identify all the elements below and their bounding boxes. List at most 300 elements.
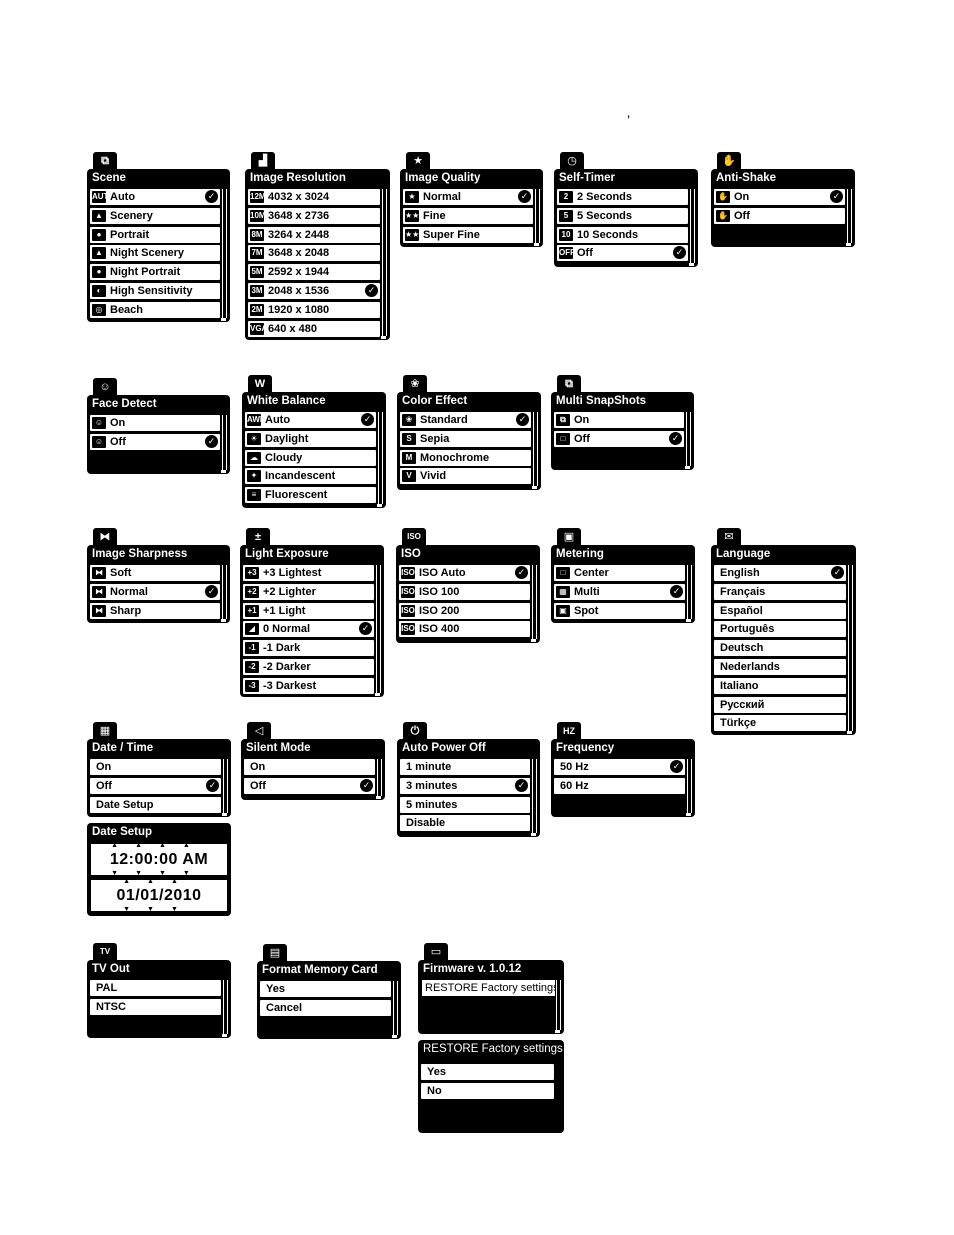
menu-item[interactable] <box>90 415 220 431</box>
menu-item[interactable] <box>243 584 374 600</box>
scrollbar[interactable] <box>378 412 383 504</box>
scrollbar[interactable] <box>377 759 382 796</box>
menu-item-label: On <box>96 761 112 773</box>
menu-item[interactable] <box>260 1000 391 1016</box>
check-icon: ✓ <box>515 566 528 579</box>
menu-item-label: Vivid <box>420 470 447 483</box>
white-balance-menu[interactable] <box>242 375 386 508</box>
menu-item-label: Yes <box>266 983 285 995</box>
menu-item[interactable] <box>714 640 846 656</box>
menu-item-label: Fluorescent <box>265 489 328 502</box>
option-icon: 3M <box>251 285 263 295</box>
menu-item[interactable] <box>90 584 220 600</box>
menu-item[interactable] <box>399 621 530 637</box>
tv-out-menu[interactable] <box>87 943 231 1038</box>
image-sharpness-menu[interactable] <box>87 528 230 623</box>
menu-title: Color Effect <box>402 395 468 407</box>
option-icon: ● <box>92 266 106 278</box>
option-icon: ☺ <box>92 417 106 429</box>
option-icon: ▲ <box>92 247 106 259</box>
menu-item[interactable] <box>243 678 374 694</box>
option-icon: AUTO <box>92 192 115 201</box>
frequency-menu[interactable] <box>551 722 695 817</box>
menu-item-label: 2048 x 1536 <box>268 284 330 297</box>
check-icon: ✓ <box>360 779 373 792</box>
menu-item[interactable] <box>248 245 380 261</box>
memory-card-icon: ▤ <box>263 944 287 962</box>
date-time-menu[interactable] <box>87 722 231 817</box>
menu-title: Date / Time <box>92 742 154 754</box>
check-icon: ✓ <box>670 585 683 598</box>
menu-item-label: Türkçe <box>720 717 757 730</box>
menu-item[interactable] <box>244 759 375 775</box>
menu-item-label: 0 Normal <box>263 623 311 636</box>
menu-title: Metering <box>556 548 604 560</box>
menu-item-label: Off <box>574 432 590 445</box>
menu-item-label: No <box>427 1084 442 1097</box>
menu-item[interactable] <box>90 778 221 794</box>
option-icon: 10M <box>250 210 266 220</box>
menu-item[interactable] <box>554 603 685 619</box>
menu-item[interactable] <box>248 283 380 299</box>
option-icon: ★★ <box>405 229 420 239</box>
down-arrow-icon: ▼▼▼ <box>123 906 195 913</box>
check-icon: ✓ <box>516 413 529 426</box>
menu-item[interactable] <box>554 778 685 794</box>
menu-item[interactable] <box>90 302 220 318</box>
check-icon: ✓ <box>361 413 374 426</box>
menu-item[interactable] <box>403 189 533 205</box>
menu-item[interactable] <box>243 640 374 656</box>
menu-item[interactable] <box>400 797 530 813</box>
menu-item-label: +2 Lighter <box>263 585 316 598</box>
option-icon: ◐ <box>92 285 106 297</box>
menu-item[interactable] <box>403 208 533 224</box>
menu-item[interactable] <box>714 678 846 694</box>
menu-item-label: 50 Hz <box>560 761 589 773</box>
menu-item-label: 640 x 480 <box>268 322 317 335</box>
time-field[interactable] <box>91 844 227 875</box>
menu-item-label: 60 Hz <box>560 779 589 792</box>
option-icon: 10 <box>559 229 573 241</box>
scrollbar[interactable] <box>222 189 227 318</box>
menu-item[interactable] <box>403 227 533 243</box>
menu-title: TV Out <box>92 963 130 975</box>
restore-factory-menu[interactable] <box>418 1023 564 1133</box>
menu-item-label: Deutsch <box>720 642 764 655</box>
menu-item-label: 2592 x 1944 <box>268 266 330 279</box>
scrollbar[interactable] <box>532 759 537 833</box>
menu-title: White Balance <box>247 395 326 407</box>
option-icon: ☺ <box>92 436 106 448</box>
iso-menu[interactable] <box>396 528 540 643</box>
menu-item-label: Soft <box>110 567 132 579</box>
menu-item[interactable] <box>557 245 688 261</box>
scrollbar[interactable] <box>687 565 692 619</box>
menu-item[interactable] <box>714 715 846 731</box>
menu-item-label: English <box>720 567 760 579</box>
menu-title: Image Sharpness <box>92 548 188 560</box>
time-value: 12:00:00 AM <box>109 850 209 868</box>
check-icon: ✓ <box>365 284 378 297</box>
calendar-icon: ▦ <box>93 722 117 740</box>
menu-item-label: -3 Darkest <box>263 679 317 692</box>
option-icon: ⧓ <box>92 586 106 598</box>
menu-item[interactable] <box>714 565 846 581</box>
metering-menu[interactable] <box>551 528 695 623</box>
option-icon: 8M <box>251 229 263 239</box>
scrollbar[interactable] <box>533 412 538 486</box>
iso-icon: ISO <box>402 528 426 546</box>
option-icon: ● <box>92 229 106 241</box>
check-icon: ✓ <box>359 622 372 635</box>
menu-item[interactable] <box>400 815 530 831</box>
menu-title: Language <box>716 548 771 560</box>
option-icon: ✋ <box>716 210 730 222</box>
menu-item-label: Português <box>720 623 775 636</box>
option-icon: ✦ <box>247 470 261 482</box>
menu-item[interactable] <box>714 603 846 619</box>
option-icon: ≡ <box>247 489 261 501</box>
scrollbar[interactable] <box>376 565 381 693</box>
menu-item-label: Off <box>96 779 112 792</box>
scrollbar[interactable] <box>223 759 228 813</box>
silent-mode-menu[interactable] <box>241 722 385 800</box>
menu-item[interactable] <box>248 264 380 280</box>
option-icon: ✋ <box>716 191 730 203</box>
menu-item-label: Portrait <box>110 228 150 241</box>
option-icon: -2 <box>245 661 259 673</box>
scrollbar[interactable] <box>532 565 537 639</box>
menu-item-label: Русский <box>720 698 765 711</box>
check-icon: ✓ <box>669 432 682 445</box>
menu-item[interactable] <box>399 565 530 581</box>
format-memory-menu[interactable] <box>257 944 401 1039</box>
menu-item-label: Spot <box>574 604 599 617</box>
menu-item[interactable] <box>248 208 380 224</box>
menu-item[interactable] <box>90 227 220 243</box>
option-icon: ISO <box>401 624 415 634</box>
menu-item-label: High Sensitivity <box>110 284 193 297</box>
menu-item[interactable] <box>421 1083 554 1099</box>
exposure-icon: ± <box>246 528 270 546</box>
check-icon: ✓ <box>205 585 218 598</box>
menu-item-label: NTSC <box>96 1000 126 1013</box>
menu-item-label: ISO 100 <box>419 585 460 598</box>
menu-item-label: Auto <box>265 414 291 426</box>
menu-title: Anti-Shake <box>716 172 777 184</box>
menu-title: Auto Power Off <box>402 742 486 754</box>
option-icon: ▦ <box>556 586 570 598</box>
menu-item[interactable] <box>248 321 380 337</box>
menu-item[interactable] <box>90 189 220 205</box>
scrollbar[interactable] <box>223 980 228 1034</box>
menu-item[interactable] <box>714 208 845 224</box>
menu-title: ISO <box>401 548 421 560</box>
option-icon: 2 <box>559 191 573 203</box>
sharpness-icon: ⧓ <box>93 528 117 546</box>
option-icon: ▲ <box>92 210 106 222</box>
menu-item-label: Night Scenery <box>110 247 184 260</box>
option-icon: V <box>402 470 416 482</box>
option-icon: 12M <box>250 192 266 201</box>
option-icon: M <box>402 452 416 464</box>
scrollbar[interactable] <box>847 189 852 243</box>
option-icon: S <box>402 433 416 445</box>
check-icon: ✓ <box>206 779 219 792</box>
menu-title: Image Resolution <box>250 172 346 184</box>
menu-item[interactable] <box>557 189 688 205</box>
snapshots-icon: ⧉ <box>557 375 581 393</box>
menu-item[interactable] <box>400 431 531 447</box>
menu-item-label: 1920 x 1080 <box>268 303 330 316</box>
menu-item[interactable] <box>260 981 391 997</box>
menu-item-label: Français <box>720 585 766 598</box>
menu-item[interactable] <box>90 603 220 619</box>
menu-item[interactable] <box>90 999 221 1015</box>
scrollbar[interactable] <box>686 412 691 466</box>
menu-item-label: Off <box>734 209 750 222</box>
metering-icon: ▣ <box>557 528 581 546</box>
menu-item-label: Monochrome <box>420 451 490 464</box>
auto-power-off-menu[interactable] <box>397 722 540 837</box>
option-icon: ▣ <box>556 605 570 617</box>
language-menu[interactable] <box>711 528 856 735</box>
menu-item-label: PAL <box>96 982 118 994</box>
menu-item[interactable] <box>400 412 531 428</box>
menu-item[interactable] <box>400 759 530 775</box>
option-icon: ❀ <box>402 414 416 426</box>
menu-item[interactable] <box>714 189 845 205</box>
menu-item-label: -2 Darker <box>263 660 311 673</box>
date-field[interactable] <box>91 880 227 911</box>
scrollbar[interactable] <box>222 415 227 470</box>
check-icon: ✓ <box>515 779 528 792</box>
menu-item[interactable] <box>399 584 530 600</box>
tv-icon: TV <box>93 943 117 961</box>
light-exposure-menu[interactable] <box>240 528 384 697</box>
option-icon: 5M <box>251 267 263 277</box>
menu-item[interactable] <box>244 778 375 794</box>
menu-title: RESTORE Factory settings <box>423 1043 563 1055</box>
menu-title: Format Memory Card <box>262 964 378 976</box>
menu-item-label: ISO Auto <box>419 567 466 579</box>
menu-item[interactable] <box>714 621 846 637</box>
option-icon: -3 <box>245 680 259 692</box>
option-icon: ISO <box>401 605 415 615</box>
menu-item[interactable] <box>243 621 374 637</box>
hand-icon: ✋ <box>717 152 741 170</box>
option-icon: ★★ <box>405 210 420 220</box>
menu-title: Face Detect <box>92 398 157 410</box>
option-icon: ⧓ <box>92 605 106 617</box>
menu-item[interactable] <box>248 227 380 243</box>
menu-item[interactable] <box>245 468 376 484</box>
menu-item-label: +1 Light <box>263 604 306 617</box>
menu-item[interactable] <box>90 980 221 996</box>
menu-item-label: Center <box>574 567 609 579</box>
image-resolution-menu[interactable] <box>245 152 390 340</box>
date-setup-title: Date Setup <box>92 826 153 838</box>
menu-item[interactable] <box>554 431 684 447</box>
menu-item-label: 3264 x 2448 <box>268 228 330 241</box>
menu-item-label: Night Portrait <box>110 266 181 279</box>
menu-title: Silent Mode <box>246 742 311 754</box>
firmware-icon: ▭ <box>424 943 448 961</box>
menu-item[interactable] <box>421 1064 554 1080</box>
menu-item-label: Standard <box>420 414 468 426</box>
menu-title: Self-Timer <box>559 172 616 184</box>
scrollbar[interactable] <box>687 759 692 813</box>
menu-item-label: 2 Seconds <box>577 191 633 203</box>
face-detect-menu[interactable] <box>87 378 230 474</box>
menu-item[interactable] <box>400 468 531 484</box>
menu-item[interactable] <box>245 487 376 503</box>
menu-item[interactable] <box>90 283 220 299</box>
menu-item-label: Italiano <box>720 679 759 692</box>
scrollbar[interactable] <box>382 189 387 336</box>
check-icon: ✓ <box>205 190 218 203</box>
menu-item[interactable] <box>245 431 376 447</box>
option-icon: AWB <box>247 415 266 424</box>
up-arrow-icon: ▲▲▲▲ <box>111 842 207 849</box>
menu-item[interactable] <box>554 759 685 775</box>
menu-item[interactable] <box>400 778 530 794</box>
option-icon: 5 <box>559 210 573 222</box>
menu-item[interactable] <box>248 189 380 205</box>
white-balance-icon: W <box>248 375 272 393</box>
option-icon: +1 <box>245 605 259 617</box>
scrollbar[interactable] <box>222 565 227 619</box>
menu-item-label: 1 minute <box>406 761 452 773</box>
menu-item[interactable] <box>90 245 220 261</box>
menu-item-label: -1 Dark <box>263 642 301 655</box>
menu-item-label: 10 Seconds <box>577 228 639 241</box>
option-icon: ☁ <box>247 452 261 464</box>
scene-menu[interactable] <box>87 152 230 322</box>
face-icon: ☺ <box>93 378 117 396</box>
option-icon: +2 <box>245 586 259 598</box>
menu-item[interactable] <box>554 412 684 428</box>
menu-item[interactable] <box>400 450 531 466</box>
menu-item[interactable] <box>557 208 688 224</box>
up-arrow-icon: ▲▲▲ <box>123 878 195 885</box>
option-icon: -1 <box>245 642 259 654</box>
menu-item-label: Disable <box>406 817 446 830</box>
menu-item[interactable] <box>554 565 685 581</box>
scrollbar[interactable] <box>690 189 695 263</box>
date-value: 01/01/2010 <box>116 886 202 904</box>
color-effect-menu[interactable] <box>397 375 541 490</box>
menu-item[interactable] <box>90 565 220 581</box>
menu-title: Frequency <box>556 742 615 754</box>
menu-item[interactable] <box>243 659 374 675</box>
menu-item[interactable] <box>399 603 530 619</box>
menu-item[interactable] <box>243 603 374 619</box>
down-arrow-icon: ▼▼▼▼ <box>111 870 207 877</box>
menu-item-label: Incandescent <box>265 470 336 483</box>
menu-item[interactable] <box>554 584 685 600</box>
scrollbar[interactable] <box>535 189 540 243</box>
option-icon: ⧉ <box>556 414 570 426</box>
menu-item[interactable] <box>714 659 846 675</box>
scrollbar[interactable] <box>393 981 398 1035</box>
menu-item[interactable] <box>243 565 374 581</box>
timer-icon: ◷ <box>560 152 584 170</box>
option-icon: ◢ <box>245 623 259 635</box>
menu-item-label: Super Fine <box>423 228 480 241</box>
menu-item[interactable] <box>90 434 220 450</box>
menu-item-label: Nederlands <box>720 660 780 673</box>
menu-item-label: 5 Seconds <box>577 209 633 222</box>
star-icon: ★ <box>406 152 430 170</box>
check-icon: ✓ <box>831 566 844 579</box>
image-quality-menu[interactable] <box>400 152 543 247</box>
self-timer-menu[interactable] <box>554 152 698 267</box>
firmware-menu[interactable] <box>418 943 564 1034</box>
multi-snapshots-menu[interactable] <box>551 375 694 470</box>
menu-title: Scene <box>92 172 126 184</box>
menu-item-label: On <box>250 761 266 773</box>
menu-title: Image Quality <box>405 172 481 184</box>
option-icon: □ <box>556 567 570 579</box>
menu-item[interactable] <box>245 450 376 466</box>
menu-item-label: Off <box>250 779 266 792</box>
menu-title: Light Exposure <box>245 548 329 560</box>
menu-item[interactable] <box>557 227 688 243</box>
check-icon: ✓ <box>518 190 531 203</box>
menu-item-label: Sharp <box>110 604 142 617</box>
date-setup-panel <box>87 806 231 916</box>
option-icon: ☀ <box>247 433 261 445</box>
check-icon: ✓ <box>673 246 686 259</box>
language-icon: ✉ <box>717 528 741 546</box>
menu-item[interactable] <box>90 264 220 280</box>
option-icon: □ <box>556 433 570 445</box>
menu-item-label: 3648 x 2736 <box>268 209 330 222</box>
menu-item-label: Español <box>720 604 763 617</box>
menu-item-label: 5 minutes <box>406 798 458 811</box>
menu-item-label: Cloudy <box>265 451 303 464</box>
menu-item[interactable] <box>90 759 221 775</box>
menu-item-label: ISO 200 <box>419 604 460 617</box>
menu-item-label: Off <box>110 435 126 448</box>
option-icon: ISO <box>401 568 415 577</box>
menu-item[interactable] <box>248 302 380 318</box>
scrollbar[interactable] <box>848 565 853 731</box>
menu-title: Firmware v. 1.0.12 <box>423 963 522 975</box>
option-icon: ◎ <box>92 304 106 316</box>
anti-shake-menu[interactable] <box>711 152 855 247</box>
menu-item-label: Cancel <box>266 1001 303 1014</box>
color-icon: ❀ <box>403 375 427 393</box>
menu-title: Multi SnapShots <box>556 395 647 407</box>
menu-item[interactable] <box>714 697 846 713</box>
option-icon: VGA <box>250 323 268 333</box>
menu-item[interactable] <box>90 208 220 224</box>
menu-item-label: Normal <box>110 585 148 598</box>
menu-item[interactable] <box>714 584 846 600</box>
menu-item-label: +3 Lightest <box>263 567 322 579</box>
menu-item-label: On <box>110 417 126 429</box>
power-icon: ⏻ <box>403 722 427 740</box>
menu-item[interactable] <box>245 412 376 428</box>
menu-item-label: On <box>734 191 750 203</box>
speaker-icon: ◁ <box>247 722 271 740</box>
restore-settings-item[interactable]: RESTORE Factory settings <box>422 980 555 996</box>
menu-item-label: Sepia <box>420 432 450 445</box>
page-mark: ’ <box>627 112 631 128</box>
